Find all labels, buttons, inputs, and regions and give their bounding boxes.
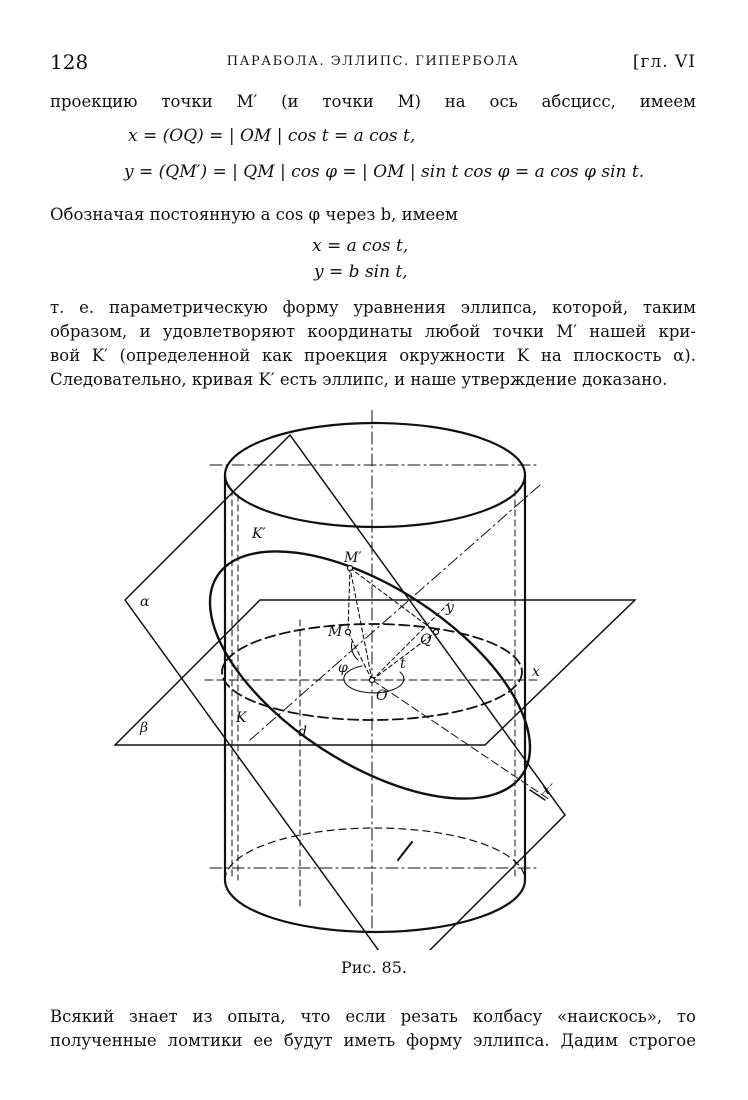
equation-x-param: x = a cos t, [312, 236, 409, 256]
plane-beta [115, 600, 635, 745]
paragraph-4 [50, 1005, 696, 1053]
line-d [250, 485, 540, 740]
label-t: t [400, 656, 406, 672]
label-k-prime: K′ [252, 526, 266, 542]
arrow-lower [398, 842, 412, 860]
paragraph-3-line-3: вой K′ (определенной как проекция окружности K на плоскость α). [50, 346, 696, 365]
label-x-prime: x′ [542, 782, 554, 798]
point-m [346, 630, 351, 635]
ellipse-k-prime [169, 502, 570, 848]
label-d: d [298, 724, 307, 740]
label-k: K [236, 710, 247, 726]
paragraph-4-line-2: полученные ломтики ее будут иметь форму эллипса. Дадим строгое [50, 1031, 696, 1050]
label-phi: φ [338, 660, 348, 676]
cylinder-bottom-front [225, 880, 525, 932]
axis-y [372, 600, 452, 680]
cylinder-top-ellipse [225, 423, 525, 527]
paragraph-3 [50, 296, 696, 392]
label-m: M [328, 624, 343, 640]
paragraph-1 [50, 90, 696, 114]
label-o: O [376, 688, 388, 704]
paragraph-4-line-1: Всякий знает из опыта, что если резать колбасу «наискось», то [50, 1007, 696, 1026]
figure-85-cylinder-section [100, 410, 640, 950]
page-number: 128 [50, 50, 89, 74]
label-y: y [446, 600, 454, 616]
paragraph-3-line-4: Следовательно, кривая K′ есть эллипс, и наше утверждение доказано. [50, 370, 668, 389]
axis-x-prime [372, 680, 550, 800]
plane-alpha [125, 435, 565, 950]
equation-y-qm: y = (QM′) = | QM | cos φ = | OM | sin t cos φ = a cos φ sin t. [124, 162, 645, 182]
figure-caption: Рис. 85. [340, 958, 407, 977]
paragraph-1-line-1: проекцию точки M′ (и точки M) на ось абсцисс, имеем [50, 92, 696, 111]
label-beta: β [140, 720, 149, 736]
label-x: x [532, 664, 540, 680]
page-header [50, 50, 696, 74]
equation-x-oq: x = (OQ) = | OM | cos t = a cos t, [128, 126, 416, 146]
running-title: ПАРАБОЛА. ЭЛЛИПС. ГИПЕРБОЛА [226, 54, 520, 69]
point-o [370, 678, 375, 683]
label-m-prime: M′ [344, 550, 362, 566]
equation-y-param: y = b sin t, [314, 262, 408, 282]
cylinder-bottom-back [225, 828, 525, 880]
paragraph-2-line-1: Обозначая постоянную a cos φ через b, имеем [50, 205, 458, 224]
point-m-prime [348, 566, 353, 571]
label-q: Q [420, 632, 432, 648]
paragraph-2 [50, 203, 696, 227]
label-alpha: α [140, 594, 150, 610]
chapter-marker: [гл. VI [632, 52, 696, 72]
segment-om [348, 632, 372, 680]
paragraph-3-line-2: образом, и удовлетворяют координаты любой точки M′ нашей кри- [50, 322, 696, 341]
paragraph-3-line-1: т. е. параметрическую форму уравнения эллипса, которой, таким [50, 298, 696, 317]
point-q [434, 630, 439, 635]
